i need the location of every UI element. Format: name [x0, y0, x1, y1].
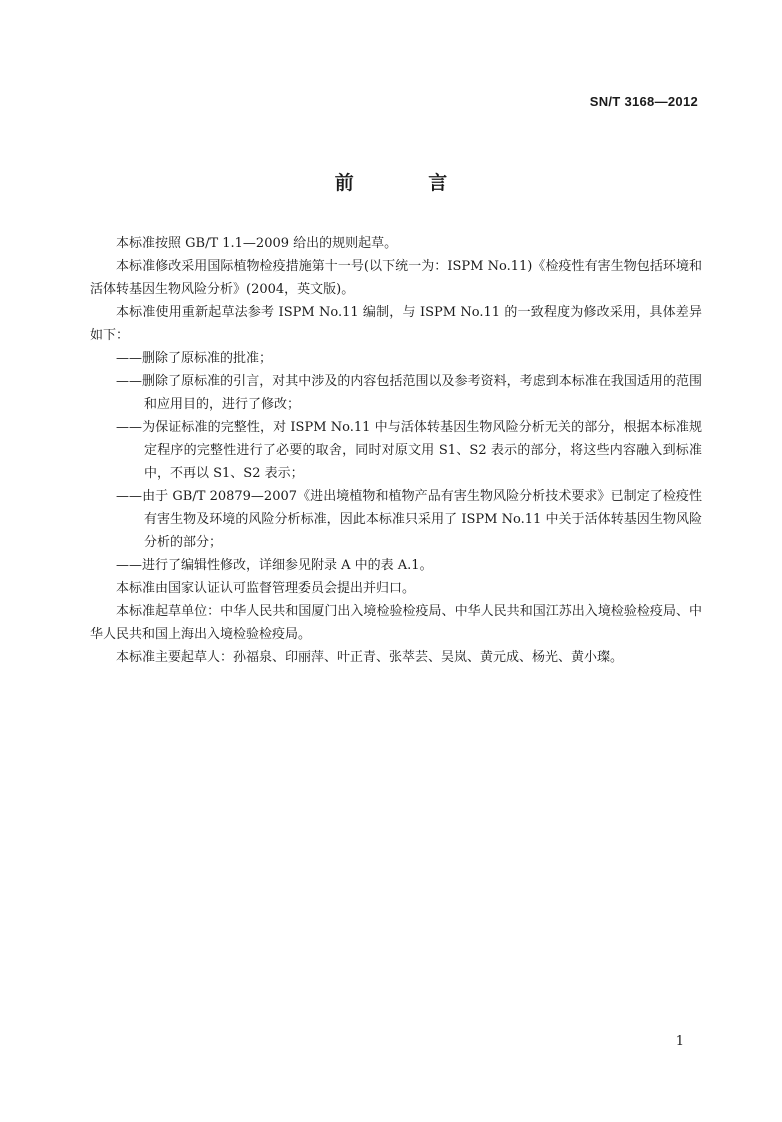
- paragraph-adoption: 本标准修改采用国际植物检疫措施第十一号(以下统一为：ISPM No.11)《检疫性有害生物包括环境和活体转基因生物风险分析》(2004，英文版)。: [90, 259, 702, 297]
- paragraph-proposer: 本标准由国家认证认可监督管理委员会提出并归口。: [116, 581, 416, 596]
- foreword-body: [90, 232, 702, 669]
- standard-code: SN/T 3168—2012: [589, 94, 698, 109]
- difference-item: ——删除了原标准的引言，对其中涉及的内容包括范围以及参考资料，考虑到本标准在我国适用的范围和应用目的，进行了修改；: [116, 374, 702, 412]
- paragraph-drafting-units: 本标准起草单位：中华人民共和国厦门出入境检验检疫局、中华人民共和国江苏出入境检验检疫局、中华人民共和国上海出入境检验检疫局。: [90, 604, 702, 642]
- difference-item: ——删除了原标准的批准；: [116, 351, 273, 366]
- difference-item: ——由于 GB/T 20879—2007《进出境植物和植物产品有害生物风险分析技术要求》已制定了检疫性有害生物及环境的风险分析标准，因此本标准只采用了 ISPM No.11 中关于活体转基因生物风险分析的部分；: [116, 489, 702, 550]
- difference-item: ——进行了编辑性修改，详细参见附录 A 中的表 A.1。: [116, 558, 433, 573]
- paragraph-drafting-rules: 本标准按照 GB/T 1.1—2009 给出的规则起草。: [116, 236, 398, 251]
- paragraph-drafters: 本标准主要起草人：孙福泉、印丽萍、叶正青、张萃芸、吴岚、黄元成、杨光、黄小璨。: [116, 650, 624, 665]
- page-number: 1: [675, 1034, 684, 1049]
- difference-item: ——为保证标准的完整性，对 ISPM No.11 中与活体转基因生物风险分析无关的部分，根据本标准规定程序的完整性进行了必要的取舍，同时对原文用 S1、S2 表示的部分，将这些内容融入到标准中，不再以 S1、S2 表示；: [116, 420, 702, 481]
- paragraph-differences-intro: 本标准使用重新起草法参考 ISPM No.11 编制，与 ISPM No.11 的一致程度为修改采用，具体差异如下：: [90, 305, 702, 343]
- page-title: 前 言: [334, 172, 482, 194]
